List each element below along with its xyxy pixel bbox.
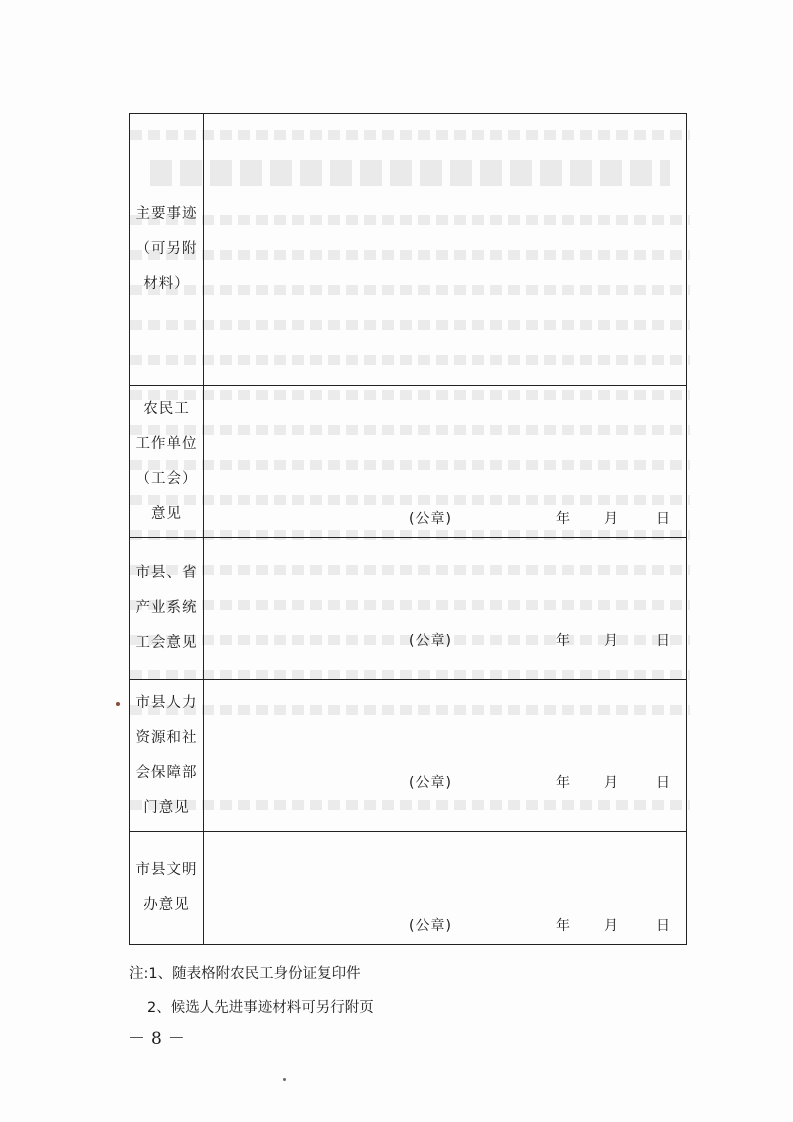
year-label: 年 <box>556 918 570 934</box>
page-number: －8－ <box>128 1029 191 1049</box>
day-label: 日 <box>656 918 670 934</box>
date-line <box>556 630 670 650</box>
date-line <box>556 915 670 935</box>
label-hrss-opinion <box>130 680 204 832</box>
form-row-main-deeds <box>130 114 687 386</box>
month-label: 月 <box>604 775 618 791</box>
label-line: 市县人力 <box>135 694 198 711</box>
civilization-office-opinion-field[interactable] <box>204 832 687 945</box>
ink-speck <box>283 1078 286 1081</box>
employer-opinion-field[interactable] <box>204 386 687 538</box>
label-line: 市县、省 <box>135 565 198 581</box>
label-line: 主要事迹 <box>135 206 198 222</box>
label-line: 办意见 <box>143 897 190 913</box>
ink-speck <box>116 702 120 706</box>
label-main-deeds <box>130 114 204 386</box>
label-line: 工作单位 <box>135 435 198 452</box>
note-line-1: 注:1、随表格附农民工身份证复印件 <box>129 966 361 982</box>
label-civilization-office-opinion <box>130 832 204 945</box>
form-row-union-opinion <box>130 538 687 680</box>
month-label: 月 <box>604 918 618 934</box>
official-seal-label: (公章) <box>409 633 452 649</box>
label-line: 意见 <box>151 505 182 522</box>
label-line: 资源和社 <box>135 729 198 746</box>
form-row-employer-opinion <box>130 386 687 538</box>
date-line <box>556 772 670 792</box>
main-deeds-field[interactable] <box>204 114 687 386</box>
union-opinion-field[interactable] <box>204 538 687 680</box>
official-seal-label: (公章) <box>409 918 452 934</box>
day-label: 日 <box>656 633 670 649</box>
label-line: （工会） <box>135 470 198 487</box>
official-seal-label: (公章) <box>409 775 452 791</box>
day-label: 日 <box>656 775 670 791</box>
label-line: 市县文明 <box>135 862 198 878</box>
year-label: 年 <box>556 633 570 649</box>
day-label: 日 <box>656 511 670 527</box>
hrss-opinion-field[interactable] <box>204 680 687 832</box>
official-seal-label: (公章) <box>409 511 452 527</box>
label-line: 工会意见 <box>135 635 198 651</box>
label-line: 门意见 <box>143 799 190 816</box>
label-line: 材料） <box>143 276 190 292</box>
label-employer-opinion <box>130 386 204 538</box>
form-row-hrss-opinion <box>130 680 687 832</box>
date-line <box>556 508 670 528</box>
form-row-civilization-office-opinion <box>130 832 687 945</box>
recommendation-form-table <box>129 113 687 945</box>
label-line: 农民工 <box>143 400 190 417</box>
label-union-opinion <box>130 538 204 680</box>
form-notes <box>129 957 374 1025</box>
month-label: 月 <box>604 511 618 527</box>
year-label: 年 <box>556 775 570 791</box>
note-line-2: 2、候选人先进事迹材料可另行附页 <box>147 1000 374 1016</box>
year-label: 年 <box>556 511 570 527</box>
month-label: 月 <box>604 633 618 649</box>
label-line: 会保障部 <box>135 764 198 781</box>
label-line: 产业系统 <box>135 600 198 616</box>
label-line: （可另附 <box>135 241 198 257</box>
